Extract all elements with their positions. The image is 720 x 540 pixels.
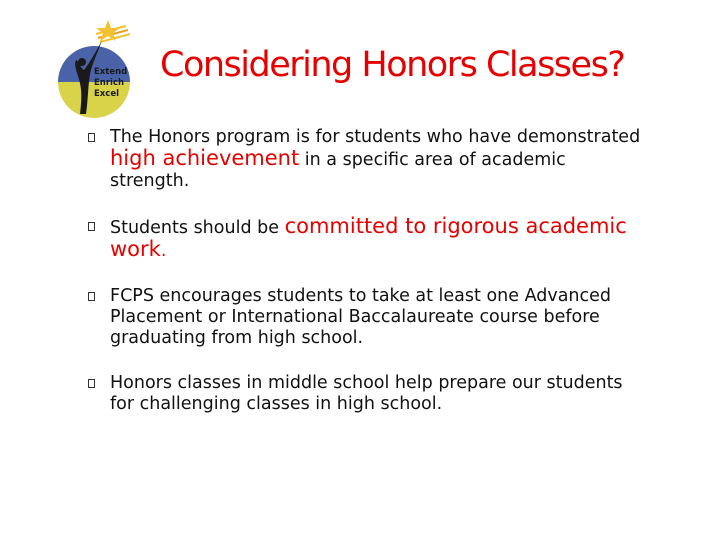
bullet-marker <box>88 292 95 301</box>
bullet-item-4 <box>88 373 648 415</box>
bullet-1-text-start: The Honors program is for students who have demonstrated <box>110 127 641 147</box>
bullet-1-highlight: high achievement <box>110 146 300 170</box>
logo-word-3: Excel <box>94 89 120 99</box>
bullet-item-2 <box>88 216 648 262</box>
bullet-list <box>88 127 648 415</box>
bullet-text-3: FCPS encourages students to take at least one Advanced Placement or International Baccalaureate course before graduating from high school. <box>110 286 612 348</box>
bullet-item-3 <box>88 286 648 349</box>
bullet-2-highlight: committed to rigorous academic work <box>110 214 627 261</box>
extend-enrich-excel-logo <box>46 18 142 118</box>
bullet-marker <box>88 379 95 388</box>
bullet-1-text-end: in a specific area of academic strength. <box>110 150 566 191</box>
bullet-2-text-end: . <box>160 241 167 261</box>
logo-word-2: Enrich <box>94 78 125 88</box>
bullet-marker <box>88 222 95 231</box>
slide-title: Considering Honors Classes? <box>160 45 625 85</box>
bullet-marker <box>88 133 95 142</box>
logo-graphic <box>46 18 142 118</box>
logo-word-1: Extend <box>94 67 128 77</box>
bullet-text-4: Honors classes in middle school help prepare our students for challenging classes in high school. <box>110 373 623 414</box>
bullet-2-text-start: Students should be <box>110 218 285 238</box>
bullet-item-1 <box>88 127 648 192</box>
bullet-text-2 <box>110 216 648 262</box>
bullet-text-1 <box>110 127 648 192</box>
